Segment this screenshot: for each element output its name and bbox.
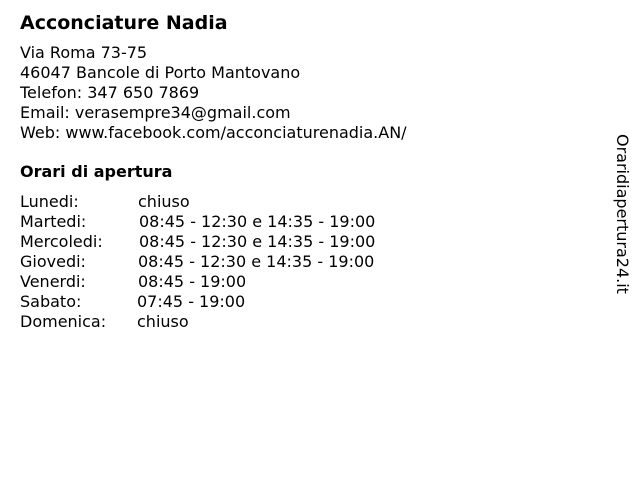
phone-line: Telefon: 347 650 7869 — [20, 83, 200, 102]
day-label: Venerdi: — [20, 272, 86, 291]
hours-row-thursday — [20, 252, 590, 272]
opening-hours-heading: Orari di apertura — [20, 162, 173, 181]
day-hours: 08:45 - 12:30 e 14:35 - 19:00 — [139, 232, 376, 251]
day-label: Mercoledi: — [20, 232, 103, 251]
business-card — [20, 10, 590, 332]
day-hours: 07:45 - 19:00 — [137, 292, 246, 311]
web-line: Web: www.facebook.com/acconciaturenadia.AN/ — [20, 123, 407, 142]
email-line: Email: verasempre34@gmail.com — [20, 103, 291, 122]
address-city: 46047 Bancole di Porto Mantovano — [20, 63, 301, 82]
business-name: Acconciature Nadia — [20, 12, 228, 34]
hours-row-saturday — [20, 292, 590, 312]
hours-row-wednesday — [20, 232, 590, 252]
day-label: Domenica: — [20, 312, 107, 331]
address-street: Via Roma 73-75 — [20, 43, 148, 62]
day-label: Sabato: — [20, 292, 82, 311]
hours-row-monday — [20, 192, 590, 212]
day-hours: 08:45 - 19:00 — [138, 272, 247, 291]
hours-row-friday — [20, 272, 590, 292]
day-label: Lunedi: — [20, 192, 79, 211]
day-hours: 08:45 - 12:30 e 14:35 - 19:00 — [139, 212, 376, 231]
day-hours: chiuso — [137, 312, 189, 331]
day-hours: chiuso — [138, 192, 190, 211]
opening-hours-table — [20, 192, 590, 332]
day-label: Giovedi: — [20, 252, 86, 271]
day-label: Martedi: — [20, 212, 87, 231]
hours-row-tuesday — [20, 212, 590, 232]
site-watermark: Oraridiapertura24.it — [613, 134, 632, 294]
hours-row-sunday — [20, 312, 590, 332]
day-hours: 08:45 - 12:30 e 14:35 - 19:00 — [138, 252, 375, 271]
